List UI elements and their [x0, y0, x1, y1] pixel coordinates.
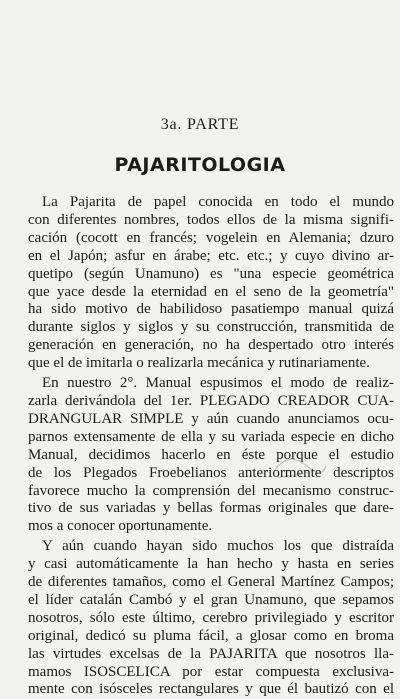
- text-line: de los Plegados Froebelianos anteriormente descriptos: [28, 464, 394, 481]
- text-line: de diferentes tamaños, como el General Martínez Campos;: [28, 574, 394, 591]
- body-text: [28, 194, 394, 699]
- part-heading: 3a. PARTE: [160, 116, 240, 133]
- text-line: ha sido motivo de habilidoso pasatiempo manual quizá: [28, 301, 394, 318]
- text-line: parnos extensamente de ella y su variada especie en dicho: [28, 428, 394, 445]
- text-line: Manual, decidimos hacerlo en éste porque el estudio: [28, 446, 394, 463]
- chapter-title: PAJARITOLOGIA: [114, 154, 286, 176]
- text-line: con diferentes nombres, todos ellos de la misma signifi-: [28, 211, 394, 228]
- text-line: mamos ISOSCELICA por estar compuesta exclusiva-: [28, 663, 394, 680]
- text-line: La Pajarita de papel conocida en todo el mundo: [42, 194, 394, 210]
- text-line: en el Japón; asfur en árabe; etc. etc.; y cuyo divino ar-: [28, 247, 394, 264]
- text-line: y casi automáticamente la han hecho y hasta en series: [28, 556, 394, 573]
- text-line: mente con isósceles rectangulares y que él bautizó con el: [28, 681, 394, 698]
- text-line: Y aún cuando hayan sido muchos los que distraída: [42, 538, 394, 555]
- text-line: el líder catalán Cambó y el gran Unamuno, que sepamos: [28, 591, 394, 608]
- text-line: mos a conocer oportunamente.: [28, 518, 213, 535]
- text-line: generación en generación, no ha despertado otro interés: [28, 337, 394, 354]
- text-line: que yace desde la eternidad en el seno de la geometría": [28, 283, 394, 300]
- text-line: las virtudes excelsas de la PAJARITA que nosotros lla-: [28, 645, 394, 662]
- text-line: cación (cocott en francés; vogelein en Alemania; dzuro: [28, 229, 394, 246]
- text-line: DRANGULAR SIMPLE y aún cuando anunciamos ocu-: [28, 410, 394, 427]
- faint-stamp-mark: [270, 448, 330, 488]
- text-line: zarla derivándola del 1er. PLEGADO CREADOR CUA-: [28, 392, 394, 409]
- text-line: En nuestro 2°. Manual espusimos el modo de realiz-: [42, 375, 394, 392]
- text-line: nosotros, sólo este último, cerebro privilegiado y escritor: [28, 609, 394, 626]
- text-line: durante siglos y siglos y su construcción, transmitida de: [28, 319, 394, 336]
- text-line: quetipo (según Unamuno) es "una especie geométrica: [28, 265, 394, 282]
- text-line: favorece mucho la comprensión del mecanismo construc-: [28, 482, 394, 499]
- text-line: original, dedicó su pluma fácil, a glosar como en broma: [28, 627, 394, 644]
- text-line: tivo de sus variadas y bellas formas originales que dare-: [28, 500, 394, 517]
- text-line: que el de imitarla o realizarla mecánica y rutinariamente.: [28, 355, 370, 372]
